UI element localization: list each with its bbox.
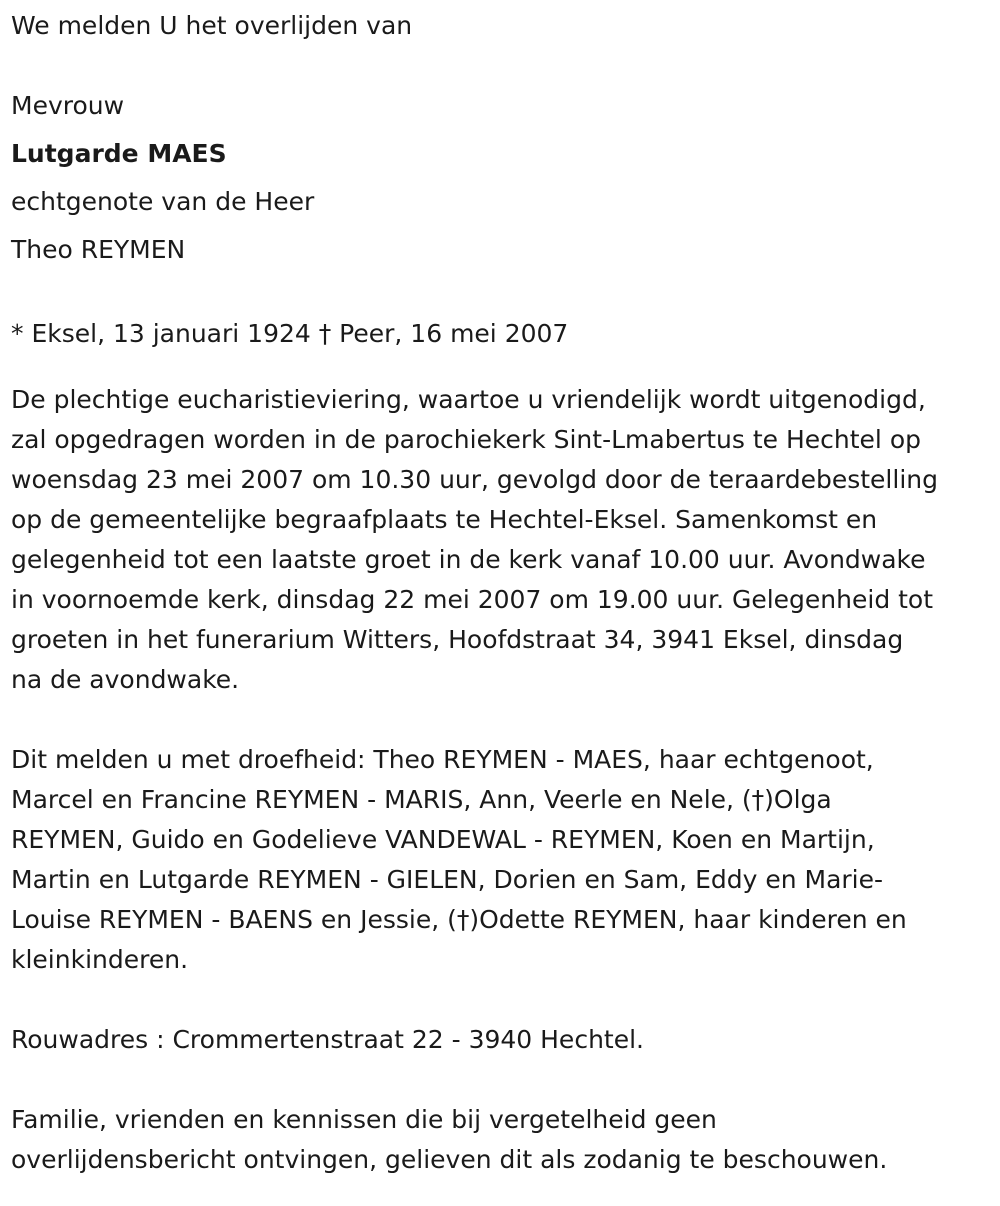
ceremony-paragraph: De plechtige eucharistieviering, waartoe u vriendelijk wordt uitgenodigd, zal opgedragen worden in de parochiekerk Sint-Lmabertus te Hechtel op woensdag 23 mei 2007 om 10.30 uur, gevolgd door de teraardebestelling op de gemeentelijke begraafplaats te Hechtel-Eksel. Samenkomst en gelegenheid tot een laatste groet in de kerk vanaf 10.00 uur. Avondwake in voornoemde kerk, dinsdag 22 mei 2007 om 19.00 uur. Gelegenheid tot groeten in het funerarium Witters, Hoofdstraat 34, 3941 Eksel, dinsdag na de avondwake. bbox=[11, 385, 938, 694]
family-paragraph: Dit melden u met droefheid: Theo REYMEN - MAES, haar echtgenoot, Marcel en Francine REYMEN - MARIS, Ann, Veerle en Nele, (†)Olga REYMEN, Guido en Godelieve VANDEWAL - REYMEN, Koen en Martijn, Martin en Lutgarde REYMEN - GIELEN, Dorien en Sam, Eddy en Marie- Louise REYMEN - BAENS en Jessie, (†)Odette REYMEN, haar kinderen en kleinkinderen. bbox=[11, 745, 907, 974]
relation-text: echtgenote van de Heer bbox=[11, 187, 315, 216]
intro-text: We melden U het overlijden van bbox=[11, 11, 413, 40]
deceased-name: Lutgarde MAES bbox=[11, 139, 227, 168]
birth-death-dates: * Eksel, 13 januari 1924 † Peer, 16 mei 2007 bbox=[11, 319, 569, 348]
address-paragraph: Rouwadres : Crommertenstraat 22 - 3940 Hechtel. bbox=[11, 1025, 644, 1054]
obituary-document bbox=[11, 0, 996, 1180]
honorific: Mevrouw bbox=[11, 91, 125, 120]
closing-paragraph: Familie, vrienden en kennissen die bij vergetelheid geen overlijdensbericht ontvingen, gelieven dit als zodanig te beschouwen. bbox=[11, 1105, 888, 1174]
spouse-name: Theo REYMEN bbox=[11, 235, 186, 264]
